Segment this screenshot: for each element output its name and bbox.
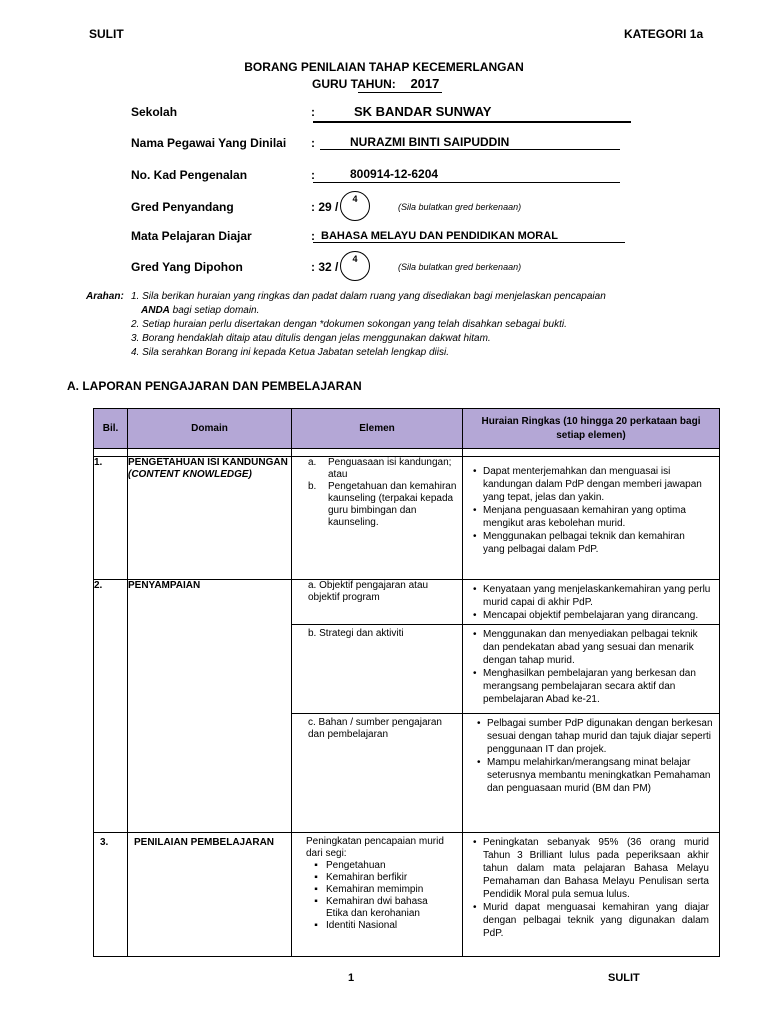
row2-elemen-b: b. Strategi dan aktiviti — [292, 625, 463, 714]
guru-tahun-label: GURU TAHUN: — [312, 77, 396, 91]
year-value: 2017 — [410, 76, 440, 91]
row1-elemen-a: a. Penguasaan isi kandungan; atau — [308, 457, 452, 480]
row1-bil: 1. — [94, 457, 128, 580]
row3-huraian — [463, 833, 720, 957]
row3-elemen — [292, 833, 463, 957]
nama-value: NURAZMI BINTI SAIPUDDIN — [350, 135, 510, 149]
mata-pelajaran-underline — [313, 242, 625, 243]
list-item: • Menggunakan pelbagai teknik dan kemahiran yang pelbagai dalam PdP. — [473, 531, 685, 555]
row2-huraian-c — [463, 714, 720, 833]
header-huraian: Huraian Ringkas (10 hingga 20 perkataan bagi setiap elemen) — [463, 409, 720, 449]
list-item: • Peningkatan sebanyak 95% (36 orang murid Tahun 3 Brilliant lulus pada peperiksaan akhir tahun dalam mata pelajaran Bahasa Melayu Pemahaman dan Bahasa Melayu Penulisan serta Pendidik Moral pula semua lulus. — [473, 837, 709, 900]
mata-pelajaran-label: Mata Pelajaran Diajar — [131, 229, 252, 243]
gred-dipohon-note: (Sila bulatkan gred berkenaan) — [398, 262, 522, 272]
header-bil: Bil. — [94, 409, 128, 449]
footer-classification: SULIT — [608, 972, 640, 984]
list-item: • Mencapai objektif pembelajaran yang dirancang. — [473, 610, 699, 621]
arahan-list — [131, 290, 751, 360]
list-item: • Pelbagai sumber PdP digunakan dengan berkesan sesuai dengan tahap murid dan tajuk diajar seperti penggunaan IT dan projek. — [477, 718, 713, 755]
kad-label: No. Kad Pengenalan — [131, 168, 248, 182]
list-item: ▪ Kemahiran berfikir — [314, 872, 408, 883]
table-row — [94, 580, 720, 625]
arahan-item-1-rest: bagi setiap domain. — [169, 305, 260, 316]
row2-bil: 2. — [94, 580, 128, 833]
row2-domain: PENYAMPAIAN — [128, 580, 292, 833]
header-domain: Domain — [128, 409, 292, 449]
arahan-item-1: 1. Sila berikan huraian yang ringkas dan padat dalam ruang yang disediakan bagi menjelaskan pencapaian — [131, 291, 606, 302]
list-item: • Menghasilkan pembelajaran yang berkesan dan merangsang pembelajaran secara aktif dan pembelajaran Abad ke-21. — [473, 668, 696, 705]
arahan-item-2: 2. Setiap huraian perlu disertakan dengan *dokumen sokongan yang telah disahkan sebagai bukti. — [131, 319, 567, 330]
table-spacer-row — [94, 449, 720, 457]
kad-underline — [313, 182, 620, 183]
sekolah-value: SK BANDAR SUNWAY — [354, 104, 492, 119]
row1-domain-main: PENGETAHUAN ISI KANDUNGAN — [128, 457, 288, 468]
row2-huraian-b — [463, 625, 720, 714]
sekolah-label: Sekolah — [131, 105, 178, 119]
list-item: ▪ Pengetahuan — [314, 860, 386, 871]
list-item: • Kenyataan yang menjelaskankemahiran yang perlu murid capai di akhir PdP. — [473, 584, 711, 608]
row1-domain — [128, 457, 292, 580]
row2-elemen-a: a. Objektif pengajaran atau objektif program — [292, 580, 463, 625]
year-underline — [358, 92, 442, 93]
section-title: A. LAPORAN PENGAJARAN DAN PEMBELAJARAN — [67, 379, 362, 393]
list-item: ▪ Identiti Nasional — [314, 920, 398, 931]
row1-elemen — [292, 457, 463, 580]
mata-pelajaran-colon: : — [311, 229, 315, 243]
list-item: • Menggunakan dan menyediakan pelbagai teknik dan pendekatan abad yang sesuai dan menarik dengan tahap murid. — [473, 629, 698, 666]
form-title: BORANG PENILAIAN TAHAP KECEMERLANGAN — [244, 60, 524, 74]
row2-elemen-c: c. Bahan / sumber pengajaran dan pembelajaran — [292, 714, 463, 833]
arahan-item-1-cont — [131, 304, 751, 318]
arahan-item-3: 3. Borang hendaklah ditaip atau ditulis dengan jelas menggunakan dakwat hitam. — [131, 333, 491, 344]
row1-domain-english: (CONTENT KNOWLEDGE) — [128, 469, 252, 480]
gred-penyandang-note: (Sila bulatkan gred berkenaan) — [398, 202, 522, 212]
sekolah-colon: : — [311, 105, 315, 119]
gred-dipohon-value: : 32 / — [311, 260, 339, 274]
header-elemen: Elemen — [292, 409, 463, 449]
header-classification: SULIT — [89, 27, 124, 41]
gred-penyandang-label: Gred Penyandang — [131, 200, 234, 214]
row3-bil: 3. — [94, 833, 128, 957]
kad-colon: : — [311, 168, 315, 182]
arahan-label: Arahan: — [86, 291, 124, 302]
list-item: • Dapat menterjemahkan dan menguasai isi kandungan dalam PdP dengan memberi jawapan yang tepat, jelas dan yakin. — [473, 466, 702, 503]
row3-elemen-intro: Peningkatan pencapaian murid dari segi: — [306, 836, 444, 859]
gred-dipohon-label: Gred Yang Dipohon — [131, 260, 243, 274]
table-header-row — [94, 409, 720, 449]
list-item: ▪ Kemahiran memimpin — [314, 884, 424, 895]
anda-emphasis: ANDA — [141, 305, 170, 316]
nama-underline — [320, 149, 620, 150]
mata-pelajaran-value: BAHASA MELAYU DAN PENDIDIKAN MORAL — [321, 230, 558, 242]
row1-huraian — [463, 457, 720, 580]
gred-dipohon-circle: 4 — [340, 251, 370, 281]
list-item: • Murid dapat menguasai kemahiran yang diajar dengan pelbagai teknik yang digunakan dalam PdP. — [473, 902, 709, 939]
gred-penyandang-value: : 29 / — [311, 200, 339, 214]
row2-huraian-a — [463, 580, 720, 625]
list-item: • Mampu melahirkan/merangsang minat belajar seterusnya membantu meningkatkan Pemahaman dan penguasaan murid (BM dan PM) — [477, 757, 711, 794]
list-item: • Menjana penguasaan kemahiran yang optima mengikut aras kebolehan murid. — [473, 505, 686, 529]
laporan-table — [93, 408, 720, 957]
sekolah-underline — [313, 121, 631, 123]
kad-value: 800914-12-6204 — [350, 167, 439, 181]
row3-domain: PENILAIAN PEMBELAJARAN — [128, 833, 292, 957]
list-item: ▪ Kemahiran dwi bahasa Etika dan kerohanian — [314, 896, 428, 919]
nama-colon: : — [311, 136, 315, 150]
row1-elemen-b: b. Pengetahuan dan kemahiran kaunseling (terpakai kepada guru bimbingan dan kaunseling. — [308, 481, 457, 528]
nama-label: Nama Pegawai Yang Dinilai — [131, 136, 287, 150]
arahan-item-4: 4. Sila serahkan Borang ini kepada Ketua Jabatan setelah lengkap diisi. — [131, 347, 449, 358]
form-subtitle — [312, 76, 439, 91]
table-row — [94, 833, 720, 957]
gred-penyandang-circle: 4 — [340, 191, 370, 221]
page-number: 1 — [348, 972, 355, 984]
table-row — [94, 457, 720, 580]
header-category: KATEGORI 1a — [624, 27, 704, 41]
